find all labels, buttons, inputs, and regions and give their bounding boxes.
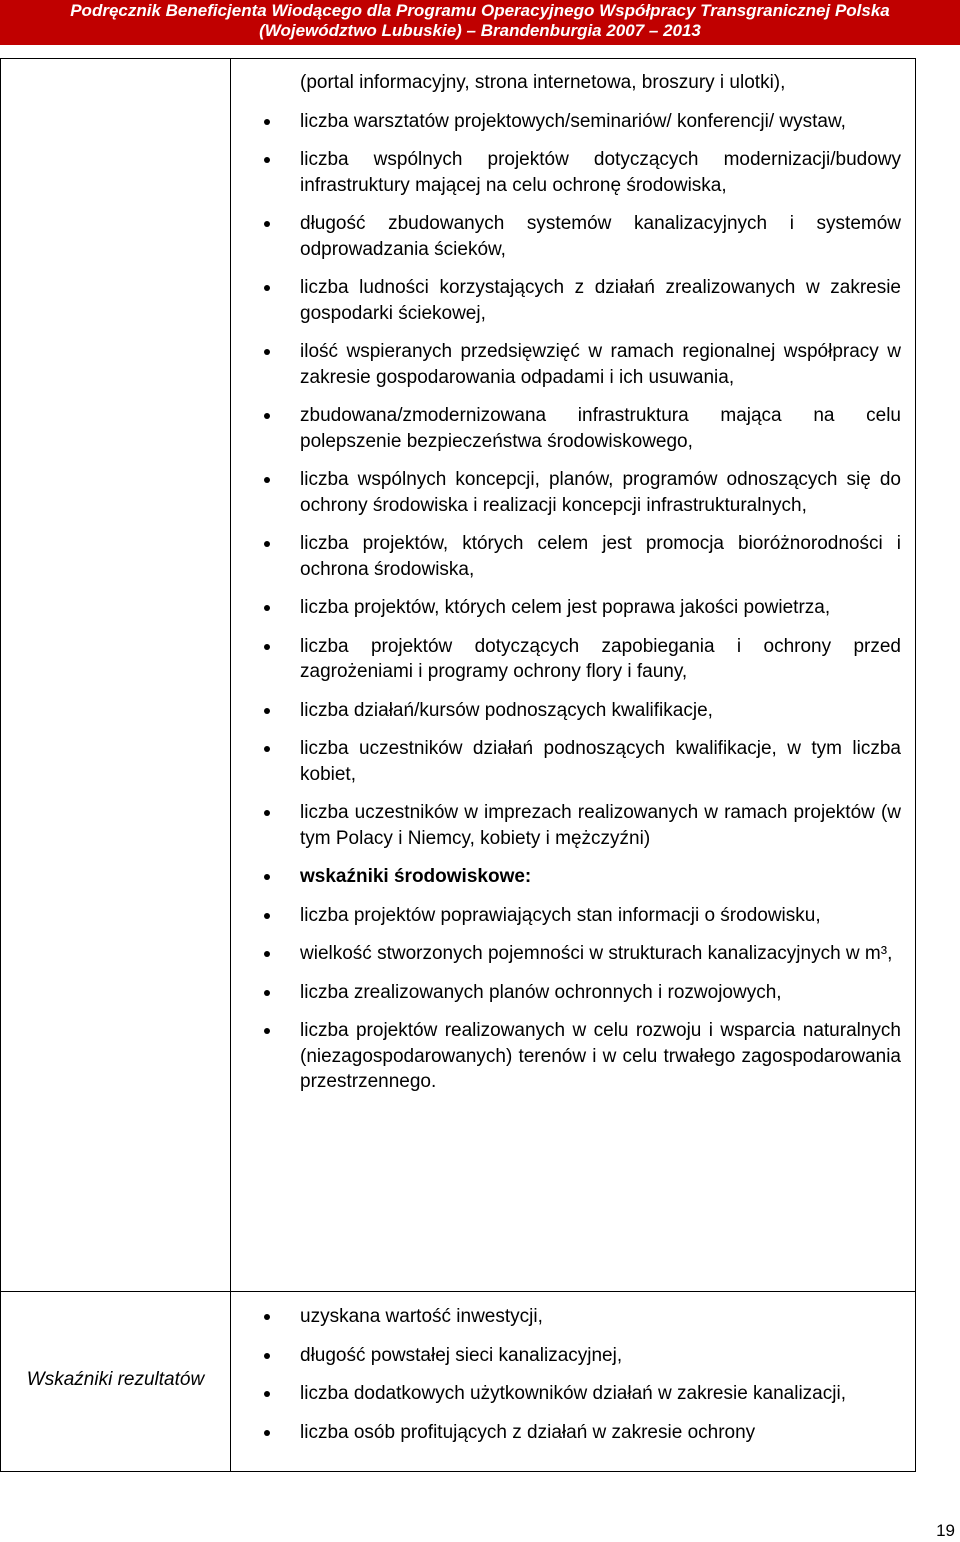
list-item: liczba dodatkowych użytkowników działań w zakresie kanalizacji, — [300, 1381, 901, 1407]
page-header — [0, 0, 960, 45]
results-indicators-label: Wskaźniki rezultatów — [26, 1369, 205, 1390]
list-item: wskaźniki środowiskowe: — [300, 864, 901, 890]
page-number: 19 — [936, 1521, 955, 1540]
list-item: liczba osób profitujących z działań w zakresie ochrony — [300, 1420, 901, 1446]
list-item: liczba działań/kursów podnoszących kwalifikacje, — [300, 698, 901, 724]
list-item: wielkość stworzonych pojemności w strukturach kanalizacyjnych w m³, — [300, 941, 901, 967]
list-item: ilość wspieranych przedsięwzięć w ramach regionalnej współpracy w zakresie gospodarowania odpadami i ich usuwania, — [300, 339, 901, 390]
results-indicator-list — [300, 1304, 901, 1458]
list-item: długość zbudowanych systemów kanalizacyjnych i systemów odprowadzania ścieków, — [300, 211, 901, 262]
list-item: zbudowana/zmodernizowana infrastruktura mająca na celu polepszenie bezpieczeństwa środowiskowego, — [300, 403, 901, 454]
list-item: liczba uczestników działań podnoszących kwalifikacje, w tym liczba kobiet, — [300, 736, 901, 787]
header-title-line2: (Województwo Lubuskie) – Brandenburgia 2007 – 2013 — [259, 21, 701, 40]
list-item: liczba projektów realizowanych w celu rozwoju i wsparcia naturalnych (niezagospodarowanych) terenów i w celu trwałego zagospodarowania przestrzennego. — [300, 1018, 901, 1095]
list-item: długość powstałej sieci kanalizacyjnej, — [300, 1343, 901, 1369]
list-item: liczba wspólnych koncepcji, planów, programów odnoszących się do ochrony środowiska i realizacji koncepcji infrastrukturalnych, — [300, 467, 901, 518]
table-column-divider — [230, 59, 231, 1471]
list-item: liczba wspólnych projektów dotyczących modernizacji/budowy infrastruktury mającej na celu ochronę środowiska, — [300, 147, 901, 198]
table-row-divider — [1, 1291, 915, 1292]
list-item: liczba warsztatów projektowych/seminariów/ konferencji/ wystaw, — [300, 109, 901, 135]
list-item: liczba projektów, których celem jest poprawa jakości powietrza, — [300, 595, 901, 621]
list-item: liczba ludności korzystających z działań zrealizowanych w zakresie gospodarki ściekowej, — [300, 275, 901, 326]
header-title-line1: Podręcznik Beneficjenta Wiodącego dla Programu Operacyjnego Współpracy Transgranicznej Polska — [70, 1, 890, 20]
list-item: liczba zrealizowanych planów ochronnych i rozwojowych, — [300, 980, 901, 1006]
list-item: uzyskana wartość inwestycji, — [300, 1304, 901, 1330]
list-item: liczba projektów poprawiających stan informacji o środowisku, — [300, 903, 901, 929]
list-item: (portal informacyjny, strona internetowa, broszury i ulotki), — [300, 72, 786, 93]
list-item: liczba projektów dotyczących zapobiegania i ochrony przed zagrożeniami i programy ochrony flory i fauny, — [300, 634, 901, 685]
list-item: liczba projektów, których celem jest promocja bioróżnorodności i ochrona środowiska, — [300, 531, 901, 582]
list-item: liczba uczestników w imprezach realizowanych w ramach projektów (w tym Polacy i Niemcy, kobiety i mężczyźni) — [300, 800, 901, 851]
indicator-list-top — [300, 70, 901, 1108]
